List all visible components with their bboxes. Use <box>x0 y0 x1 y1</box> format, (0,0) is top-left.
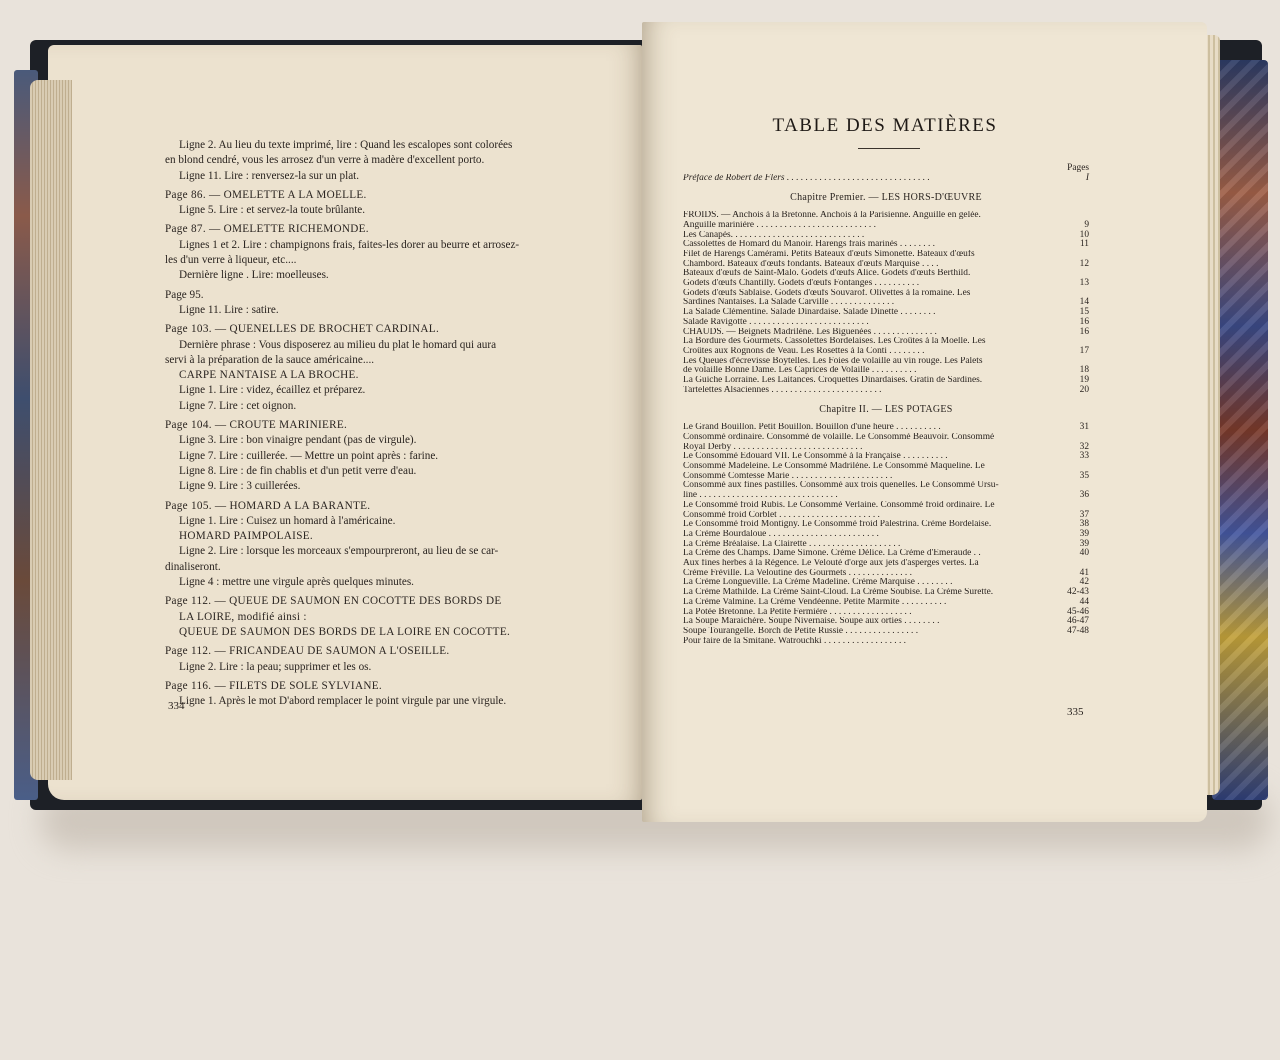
toc-row <box>683 423 1089 433</box>
toc-entry-text: Godets d'œufs Chantilly. Godets d'œufs Fontanges . . . . . . . . . . <box>683 279 920 289</box>
text-line: Page 95. <box>165 288 204 301</box>
toc-entry-page: 39 <box>1079 528 1089 539</box>
toc-row <box>683 472 1089 482</box>
toc-entry-page: 11 <box>1079 239 1089 250</box>
text-line: Ligne 8. Lire : de fin chablis et d'un petit verre d'eau. <box>179 464 417 477</box>
toc-row <box>683 462 1089 472</box>
toc-list-chapter-2 <box>683 423 1089 646</box>
toc-row <box>683 588 1089 598</box>
toc-entry-page: 31 <box>1079 422 1089 433</box>
toc-entry-page: 38 <box>1079 519 1089 530</box>
text-line: LA LOIRE, modifié ainsi : <box>179 610 307 623</box>
errata-text <box>165 138 570 709</box>
toc-entry-page: 12 <box>1079 258 1089 269</box>
toc-entry-page: 36 <box>1079 490 1089 501</box>
toc-row <box>683 376 1089 386</box>
toc-entry-text: Anguille marinière . . . . . . . . . . . . . . . . . . . . . . . . . . <box>683 220 876 230</box>
toc-entry-text: CHAUDS. — Beignets Madrilène. Les Biguenées . . . . . . . . . . . . . . <box>683 327 937 337</box>
toc-entry-text: La Guiche Lorraine. Les Laitances. Croquettes Dinardaises. Gratin de Sardines. <box>683 376 983 386</box>
text-line: en blond cendré, vous les arrosez d'un verre à madère d'excellent porto. <box>165 154 485 167</box>
toc-entry-page: 9 <box>1084 219 1089 230</box>
toc-row <box>683 221 1089 231</box>
toc-entry-text: line . . . . . . . . . . . . . . . . . . . . . . . . . . . . . . <box>683 491 838 501</box>
marbled-endpaper-right <box>1212 60 1268 800</box>
toc-entry-page: 20 <box>1079 384 1089 395</box>
table-of-contents <box>683 164 1089 646</box>
toc-entry-page: 41 <box>1079 567 1089 578</box>
toc-row <box>683 637 1089 647</box>
text-line: Page 104. — CROUTE MARINIERE. <box>165 419 348 432</box>
text-line: servi à la préparation de la sauce américaine.... <box>165 353 375 366</box>
text-line: Ligne 1. Lire : videz, écaillez et préparez. <box>179 384 366 397</box>
page-title: TABLE DES MATIÈRES <box>772 115 998 136</box>
toc-entry-text: Cassolettes de Homard du Manoir. Harengs frais marinés . . . . . . . . <box>683 240 936 250</box>
text-line: Page 105. — HOMARD A LA BARANTE. <box>165 499 371 512</box>
toc-row <box>683 328 1089 338</box>
toc-row <box>683 481 1089 491</box>
toc-row <box>683 598 1089 608</box>
toc-row <box>683 337 1089 347</box>
toc-entry-text: Pour faire de la Smitane. Watrouchki . . . . . . . . . . . . . . . . . . <box>683 636 906 646</box>
toc-entry-text: Godets d'œufs Sablaise. Godets d'œufs Souvarof. Olivettes à la romaine. Les <box>683 288 971 298</box>
toc-row <box>683 511 1089 521</box>
toc-entry-page: 14 <box>1079 297 1089 308</box>
text-line: Ligne 5. Lire : et servez-la toute brûlante. <box>179 204 366 217</box>
toc-entry-text: La Crème Mathilde. La Crème Saint-Cloud. La Crème Soubise. La Crème Surette. <box>683 588 994 598</box>
toc-entry-text: de volaille Bonne Dame. Les Caprices de Volaille . . . . . . . . . . <box>683 366 917 376</box>
text-line: Page 116. — FILETS DE SOLE SYLVIANE. <box>165 679 382 692</box>
toc-entry-page: 33 <box>1079 451 1089 462</box>
toc-entry-page: 16 <box>1079 316 1089 327</box>
toc-entry-page: 16 <box>1079 326 1089 337</box>
toc-row <box>683 347 1089 357</box>
toc-entry-text: La Crème Longueville. La Crème Madeline. Crème Marquise . . . . . . . . <box>683 578 953 588</box>
toc-row <box>683 608 1089 618</box>
text-line: Page 103. — QUENELLES DE BROCHET CARDINAL. <box>165 323 440 336</box>
toc-entry-text: Tartelettes Alsaciennes . . . . . . . . . . . . . . . . . . . . . . . . <box>683 385 882 395</box>
toc-entry-text: La Crème des Champs. Dame Simone. Crème Délice. La Crème d'Emeraude . . <box>683 549 981 559</box>
text-line: les d'un verre à liqueur, etc.... <box>165 254 297 267</box>
toc-row <box>683 250 1089 260</box>
toc-entry-page: 15 <box>1079 307 1089 318</box>
text-line: Page 86. — OMELETTE A LA MOELLE. <box>165 188 367 201</box>
toc-entry-text: Consommé Madeleine. Le Consommé Madrilène. Le Consommé Maqueline. Le <box>683 461 985 471</box>
text-line: Ligne 7. Lire : cet oignon. <box>179 399 297 412</box>
text-line: Ligne 2. Lire : lorsque les morceaux s'empourpreront, au lieu de se car- <box>179 545 499 558</box>
text-line: Page 112. — QUEUE DE SAUMON EN COCOTTE DES BORDS DE <box>165 595 502 608</box>
toc-row <box>683 520 1089 530</box>
toc-entry-text: Préface de Robert de Flers . . . . . . . . . . . . . . . . . . . . . . . . . . . . . . . <box>683 173 930 183</box>
toc-row <box>683 627 1089 637</box>
toc-entry-page: 10 <box>1079 229 1089 240</box>
toc-entry-text: La Bordure des Gourmets. Cassolettes Bordelaises. Les Croûtes à la Moelle. Les <box>683 337 986 347</box>
toc-entry-page: 32 <box>1079 441 1089 452</box>
toc-row <box>683 231 1089 241</box>
toc-entry-text: La Crème Valmine. La Crème Vendéenne. Petite Marmite . . . . . . . . . . <box>683 597 947 607</box>
toc-row <box>683 279 1089 289</box>
toc-row <box>683 433 1089 443</box>
text-line: Ligne 2. Lire : la peau; supprimer et les os. <box>179 660 372 673</box>
toc-entry-text: Chambord. Bateaux d'œufs fondants. Bateaux d'œufs Marquise . . . . <box>683 259 939 269</box>
toc-entry-page: 47-48 <box>1067 625 1089 636</box>
toc-row <box>683 366 1089 376</box>
toc-entry-text: Consommé Comtesse Marie . . . . . . . . . . . . . . . . . . . . . . <box>683 471 893 481</box>
text-line: Ligne 11. Lire : renversez-la sur un plat. <box>179 169 360 182</box>
toc-entry-page: 19 <box>1079 375 1089 386</box>
toc-entry-page: 46-47 <box>1067 616 1089 627</box>
toc-entry-page: 40 <box>1079 548 1089 559</box>
toc-entry-page: I <box>1085 172 1089 183</box>
toc-entry-page: 44 <box>1079 596 1089 607</box>
toc-entry-text: Soupe Tourangelle. Borch de Petite Russie . . . . . . . . . . . . . . . . <box>683 626 919 636</box>
text-line: Ligne 9. Lire : 3 cuillerées. <box>179 480 301 493</box>
toc-entry-text: Consommé froid Corblet . . . . . . . . . . . . . . . . . . . . . . <box>683 510 880 520</box>
toc-row <box>683 491 1089 501</box>
toc-row <box>683 308 1089 318</box>
text-line: CARPE NANTAISE A LA BROCHE. <box>179 369 359 382</box>
chapter-heading-2: Chapitre II. — LES POTAGES <box>819 404 953 416</box>
pages-label: Pages <box>1067 163 1089 173</box>
toc-row <box>683 569 1089 579</box>
toc-row <box>683 386 1089 396</box>
toc-entry-text: Filet de Harengs Camérami. Petits Bateaux d'œufs Simonette. Bateaux d'œufs <box>683 249 975 259</box>
toc-entry-text: La Potée Bretonne. La Petite Fermière . . . . . . . . . . . . . . . . . . <box>683 607 912 617</box>
toc-entry-text: Crème Fréville. La Veloutine des Gourmets . . . . . . . . . . . . . . <box>683 568 912 578</box>
toc-row <box>683 260 1089 270</box>
toc-entry-text: Croûtes aux Rognons de Veau. Les Rosettes à la Conti . . . . . . . . <box>683 346 925 356</box>
toc-entry-text: Consommé aux fines pastilles. Consommé aux trois quenelles. Le Consommé Ursu- <box>683 481 999 491</box>
toc-entry-page: 42-43 <box>1067 587 1089 598</box>
toc-row <box>683 549 1089 559</box>
toc-entry-page: 35 <box>1079 470 1089 481</box>
toc-entry-text: Les Queues d'écrevisse Boytelles. Les Foies de volaille au vin rouge. Les Palets <box>683 356 983 366</box>
toc-entry-text: Royal Derby . . . . . . . . . . . . . . . . . . . . . . . . . . . . <box>683 442 863 452</box>
toc-row <box>683 298 1089 308</box>
toc-entry-page: 13 <box>1079 278 1089 289</box>
text-line: Ligne 3. Lire : bon vinaigre pendant (pas de virgule). <box>179 434 417 447</box>
text-line: Ligne 4 : mettre une virgule après quelques minutes. <box>179 576 414 589</box>
toc-list-chapter-1 <box>683 211 1089 395</box>
toc-row <box>683 452 1089 462</box>
toc-entry-text: La Crème Bréalaise. La Clairette . . . . . . . . . . . . . . . . . . . . <box>683 539 901 549</box>
page-edges-left <box>30 80 72 780</box>
text-line: dinaliseront. <box>165 560 221 573</box>
text-line: QUEUE DE SAUMON DES BORDS DE LA LOIRE EN COCOTTE. <box>179 625 511 638</box>
toc-row <box>683 240 1089 250</box>
toc-row <box>683 530 1089 540</box>
toc-entry-text: Sardines Nantaises. La Salade Carville . . . . . . . . . . . . . . <box>683 298 895 308</box>
toc-row <box>683 443 1089 453</box>
toc-entry-text: La Soupe Maraichère. Soupe Nivernaise. Soupe aux orties . . . . . . . . <box>683 617 940 627</box>
text-line: HOMARD PAIMPOLAISE. <box>179 530 313 543</box>
toc-entry-text: Le Grand Bouillon. Petit Bouillon. Bouillon d'une heure . . . . . . . . . . <box>683 423 941 433</box>
toc-entry-page <box>1083 637 1089 647</box>
toc-row <box>683 501 1089 511</box>
text-line: Ligne 1. Lire : Cuisez un homard à l'américaine. <box>179 514 396 527</box>
toc-row-preface <box>683 174 1089 184</box>
toc-row <box>683 318 1089 328</box>
text-line: Page 87. — OMELETTE RICHEMONDE. <box>165 223 369 236</box>
toc-row <box>683 269 1089 279</box>
toc-row <box>683 617 1089 627</box>
toc-entry-text: Le Consommé Edouard VII. Le Consommé à la Française . . . . . . . . . . <box>683 452 948 462</box>
toc-entry-page: 17 <box>1079 345 1089 356</box>
toc-entry-text: Bateaux d'œufs de Saint-Malo. Godets d'œufs Alice. Godets d'œufs Berthild. <box>683 269 971 279</box>
toc-row <box>683 289 1089 299</box>
text-line: Ligne 2. Au lieu du texte imprimé, lire : Quand les escalopes sont colorées <box>179 139 513 151</box>
toc-entry-page: 39 <box>1079 538 1089 549</box>
text-line: Ligne 7. Lire : cuillerée. — Mettre un point après : farine. <box>179 449 439 462</box>
toc-row <box>683 211 1089 221</box>
text-line: Dernière phrase : Vous disposerez au milieu du plat le homard qui aura <box>179 338 497 351</box>
toc-entry-text: FROIDS. — Anchois à la Bretonne. Anchois à la Parisienne. Anguille en gelée. <box>683 211 981 221</box>
toc-entry-page: 42 <box>1079 577 1089 588</box>
toc-entry-text: Les Canapés. . . . . . . . . . . . . . . . . . . . . . . . . . . . . <box>683 230 865 240</box>
toc-row <box>683 540 1089 550</box>
text-line: Dernière ligne . Lire: moelleuses. <box>179 269 329 282</box>
toc-entry-text: Consommé ordinaire. Consommé de volaille. Le Consommé Beauvoir. Consommé <box>683 432 995 442</box>
page-number-right: 335 <box>1067 706 1084 718</box>
toc-entry-text: Le Consommé froid Rubis. Le Consommé Verlaine. Consommé froid ordinaire. Le <box>683 500 995 510</box>
toc-entry-page: 37 <box>1079 509 1089 520</box>
toc-entry-text: La Salade Clémentine. Salade Dinardaise. Salade Dinette . . . . . . . . <box>683 308 936 318</box>
toc-entry-text: Aux fines herbes à la Régence. Le Velouté d'orge aux jets d'asperges vertes. La <box>683 559 979 569</box>
toc-entry-text: Le Consommé froid Montigny. Le Consommé froid Palestrina. Crème Bordelaise. <box>683 520 992 530</box>
toc-entry-page: 18 <box>1079 365 1089 376</box>
toc-row <box>683 559 1089 569</box>
page-number-left: 334 <box>168 700 185 712</box>
title-rule <box>858 148 920 149</box>
chapter-heading-1: Chapitre Premier. — LES HORS-D'ŒUVRE <box>790 192 982 204</box>
toc-entry-page: 45-46 <box>1067 606 1089 617</box>
text-line: Ligne 11. Lire : satire. <box>179 303 279 316</box>
text-line: Lignes 1 et 2. Lire : champignons frais, faites-les dorer au beurre et arrosez- <box>179 238 520 251</box>
toc-row <box>683 578 1089 588</box>
toc-entry-text: Salade Ravigotte . . . . . . . . . . . . . . . . . . . . . . . . . . <box>683 317 869 327</box>
toc-entry-text: La Crème Bourdaloue . . . . . . . . . . . . . . . . . . . . . . . . <box>683 529 879 539</box>
text-line: Page 112. — FRICANDEAU DE SAUMON A L'OSEILLE. <box>165 645 450 658</box>
text-line: Ligne 1. Après le mot D'abord remplacer le point virgule par une virgule. <box>179 695 507 708</box>
toc-row <box>683 357 1089 367</box>
